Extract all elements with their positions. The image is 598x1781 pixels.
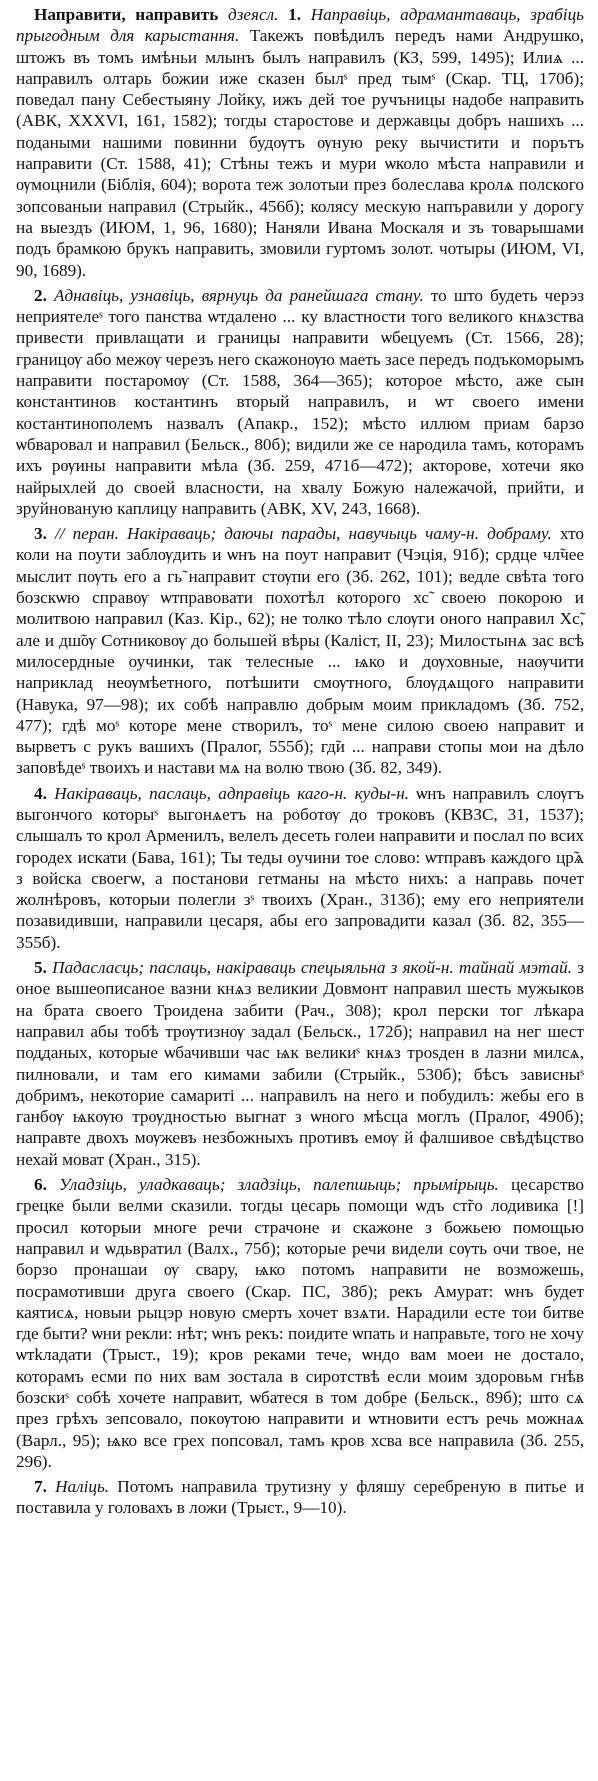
sense-gloss: Накіраваць, паслаць, адправіць каго-н. куды-н. bbox=[54, 783, 410, 803]
sense-number: 7. bbox=[34, 1477, 47, 1497]
sense-citations: Такежъ повѣдилъ передъ нами Андрушко, штожъ въ томъ имѣньи млынъ былъ направилъ (КЗ, 599, 1495); Илиѧ ... направилъ олтарь божии иже сказен былˢ пред тымˢ (Скар. ТЦ, 170б); поведал пану Себестыяну Лойку, ижъ дей тое ручъницы надобе направить (АВК, XXXVI, 161, 1582); тогды старостове и державцы добръ нашихъ ... подаными нашими повинни будѹтъ ѹную реку вычистити и порътъ направити (Ст. 1588, 41); Стѣны тежъ и мури ѡколо мѣста направили и ѹмоцнили (Біблія, 604); ворота теж золотыи през болеслава кролѧ полского зопсованыи направил (Стрыйк., 456б); колясу мескую напъравили у дорогу на выездъ (ИЮМ, 1, 96, 1680); Наняли Ивана Москаля и зъ товарышами подъ брамкою брукъ направить, змовили гуртомъ золот. чотыры (ИЮМ, VI, 90, 1689). bbox=[16, 26, 584, 280]
sense-number: 2. bbox=[34, 285, 47, 305]
headword: Направити, направить bbox=[34, 5, 219, 24]
sense-number: 6. bbox=[34, 1175, 47, 1195]
sense-gloss: Аднавіць, узнавіць, вярнуць да ранейшага стану. bbox=[54, 285, 424, 305]
sense-number: 5. bbox=[34, 958, 47, 978]
sense-citations: цесарство грецке были велми сказили. тогды цесарь помощи ѡдъ ст̃го лодивика [!] просил которыи многе речи страчоне и скажоне з божьею помощью направил и ѡдьвратил (Валх., 75б); которые речи видели сѹть очи твое, не борзо пронашаи ѹ свару, ѩко потомъ направити не возможешь, посрамотивши друга своего (Скар. ПС, 38б); рекъ Амурат: ѡнъ будет каятисѧ, новыи рыцэр новую смерть хочет взѧти. Нарадили есте тои битве где быти? ѡни рекли: нѣт; ѡнъ рекъ: поидите ѡпать и направьте, того не хочу ѡтkладати (Трыст., 19); кров реками тече, ѡндо вам моеи не достало, которамъ есми по них вам зостала в сиротствѣ если моим здоровьм гнѣв бозскиˢ собѣ хочете направит, ѡбатеся в том добре (Бельск., 89б); што сѧ през грѣхъ зепсовало, покѹтою направити и ѡтновити естъ речь можнаѧ (Варл., 95); ѩко все грех попсовал, тамъ кров хсва все направила (Зб. 255, 296). bbox=[16, 1175, 584, 1471]
sense-gloss: Уладзіць, уладкаваць; зладзіць, палепшыць; прымірыць. bbox=[59, 1175, 499, 1195]
sense-4 bbox=[16, 783, 584, 953]
sense-citations: хто коли на поути заблѹдить и ѡнъ на поут направит (Чэція, 91б); срдце чл̃чее мыслит пѹть его а гь̃ направит стѹпи его (Зб. 262, 101); ведле свѣта того бозскѡю справѹ ѡтправовати похотѣл которого хс̃ своею покорою и молитвою направил (Каз. Кір., 62); не толко тѣло слѹги оного направил Хс̃, але и дш̃ѹ Сотниковѹ до большей вѣры (Каліст, II, 23); Милостынѧ зас всѣ милосердные оучинки, так телесные ... ѩко и дѹховные, наѹчити наприклад неѹмѣетного, потѣшити смѹтного, блѹдѧщого направити (Навука, 97—98); их собѣ направлю добрым моим прикладомъ (Зб. 752, 477); гдѣ моˢ которе мене створилъ, тоˢ мене силою своею направит и вырветъ с рукъ вашихъ (Пралог, 555б); гд̃и ... направи стопы мои на дѣло заповѣдеˢ твоихъ и настави мѧ на волю твою (Зб. 82, 349). bbox=[16, 524, 585, 778]
sense-gloss: Падасласць; паслаць, накіраваць спецыяльна з якой-н. тайнай мэтай. bbox=[52, 958, 573, 978]
sense-3 bbox=[16, 523, 584, 779]
sense-number: 1. bbox=[288, 5, 302, 24]
sense-5 bbox=[16, 957, 584, 1170]
sense-citations: з оное вышеописаное вазни кнѧз великии Довмонт направил шесть мужыков на брата своего Троидена забити (Рач., 308); крол перски тог лѣкара направил абы тобѣ трѹтизнѹ задал (Бельск., 172б); направил на нег шест подданых, которые ѡбачивши час ѩк великиˢ кнѧз троѕден в лазни милсѧ, пилновали, и там его кимами забили (Стрыйк., 530б); бѣсъ зависныˢ добримъ, некоторие самаритi ... направилъ на него и побудилъ: жебы его в ганбѹ ѩкѹю трѹдностью выгнат з ѡного мѣсца моглъ (Пралог, 490б); направте двохъ мѹжевъ незбожныхъ противъ емѹ й фалшивое свѣдѣцство нехай моват (Хран., 315). bbox=[16, 958, 585, 1169]
sense-citations: ѡнъ направилъ слѹгъ выгончого которыˢ выгонѧетъ на роботѹ до троковъ (КВЗС, 31, 1537); слышалъ то крол Арменилъ, велелъ десеть голеи направити и послал по всих городех искати (Бава, 161); Ты теды оучини тое слово: ѡтправъ каждого цр̃ѧ з войска своегѡ, а постанови гетманы на мѣсто нихъ: а направь почет жолнѣровъ, которыи полегли зˢ твоихъ (Хран., 313б); ему его неприятели позавидивши, направили цесаря, абы его запровадити казал (Зб. 82, 355—355б). bbox=[16, 783, 584, 952]
sense-1 bbox=[16, 4, 584, 281]
sense-2 bbox=[16, 285, 584, 519]
sense-number: 4. bbox=[34, 783, 47, 803]
sense-gloss: // перан. Накіраваць; даючы парады, навучыць чаму-н. добраму. bbox=[55, 524, 552, 544]
sense-gloss: Наліць. bbox=[55, 1477, 110, 1497]
sense-gloss: Направіць, адрамантаваць, зрабіць прыгодным для карыстання. bbox=[16, 5, 585, 46]
sense-6 bbox=[16, 1174, 584, 1472]
sense-7 bbox=[16, 1476, 584, 1519]
sense-number: 3. bbox=[34, 524, 47, 544]
sense-citations: Потомъ направила трутизну у фляшу серебреную в питье и поставила у головахъ в ложи (Трыст., 9—10). bbox=[16, 1477, 585, 1518]
part-of-speech: дзеясл. bbox=[228, 5, 279, 24]
sense-citations: то што будеть черэз неприятелеˢ того панства ѡтдалено ... ку властности того великого кнѧзства привести привлащати и границы направити ѡбецуемъ (Ст. 1566, 28); границѹ або межѹ черезъ него скажонѹю маеть засе передъ подъкоморымъ направити постаромѹ (Ст. 1588, 364—365); которое мѣсто, аже сын константинов костантинъ вторый направилъ, и ѡт своего имени костантинополемъ назвалъ (Апакр., 152); мѣсто иллюм приам барзо ѡбваровал и направил (Бельск., 80б); видили же се народила тамъ, которамъ ихъ рѹины направити мѣла (Зб. 259, 471б—472); акторове, хотечи яко найрыхлей до своей власности, на хвалу Божую належачой, прийти, и зруйнованую каплицу направить (АВК, XV, 243, 1668). bbox=[16, 285, 585, 518]
